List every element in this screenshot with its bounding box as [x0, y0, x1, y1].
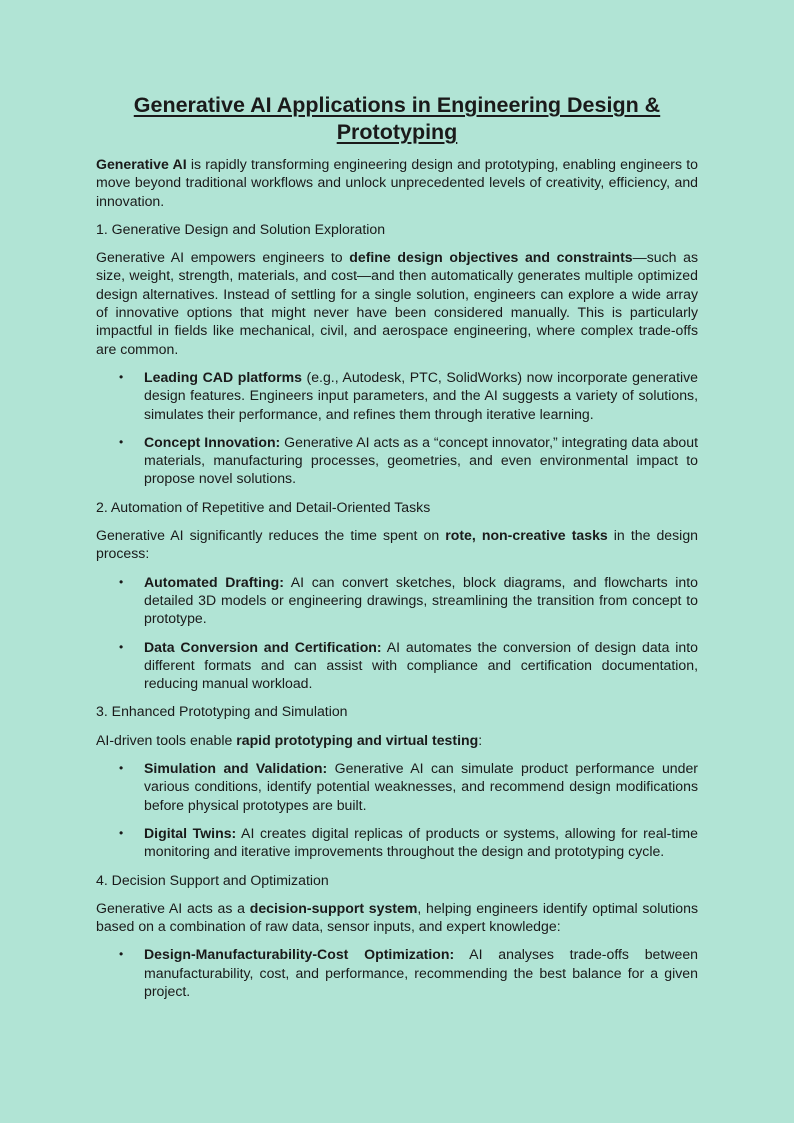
list-item-text: Generative AI can simulate product performance under various conditions, identify potential weaknesses, and recommend design modifications before physical prototypes are built. — [144, 760, 698, 813]
section-2-list — [96, 573, 698, 693]
intro-text: is rapidly transforming engineering design and prototyping, enabling engineers to move beyond traditional workflows and unlock unprecedented levels of creativity, efficiency, and innovation. — [96, 156, 699, 209]
page-title: Generative AI Applications in Engineering Design & Prototyping — [133, 93, 661, 144]
section-2-body-strong: rote, non-creative tasks — [445, 527, 608, 544]
section-4-body-strong: decision-support system — [249, 899, 418, 916]
list-item — [119, 945, 699, 1000]
list-item-text: (e.g., Autodesk, PTC, SolidWorks) now incorporate generative design features. Engineers input parameters, and the AI suggests a variety of solutions, simulates their performance, and refines them through iterative learning. — [144, 368, 698, 422]
section-4-body-post: , helping engineers identify optimal solutions based on a combination of raw data, sensor inputs, and expert knowledge: — [96, 899, 698, 935]
bullet-icon: • — [119, 639, 124, 654]
list-item-text: AI can convert sketches, block diagrams, and flowcharts into detailed 3D models or engineering drawings, streamlining the transition from concept to prototype. — [144, 573, 698, 627]
list-item-text: AI analyses trade-offs between manufacturability, cost, and performance, recommending the best balance for a given project. — [144, 946, 699, 999]
list-item-text: AI automates the conversion of design data into different formats and can assist with compliance and certification documentation, reducing manual workload. — [144, 638, 698, 692]
bullet-icon: • — [119, 825, 124, 840]
intro-strong: Generative AI — [96, 156, 187, 172]
section-3-body — [96, 731, 698, 749]
intro-paragraph — [96, 155, 698, 210]
list-item — [119, 759, 698, 814]
section-2-body-post: in the design process: — [96, 527, 698, 562]
section-2-heading: 2. Automation of Repetitive and Detail-Oriented Tasks — [96, 498, 431, 515]
list-item-strong: Concept Innovation: — [144, 433, 281, 450]
section-3-body-pre: AI-driven tools enable — [96, 731, 237, 748]
list-item — [119, 433, 698, 488]
bullet-icon: • — [119, 574, 124, 589]
bullet-icon: • — [119, 369, 124, 384]
section-1-heading: 1. Generative Design and Solution Exploration — [96, 220, 386, 237]
section-3-heading: 3. Enhanced Prototyping and Simulation — [96, 703, 348, 720]
list-item — [119, 638, 698, 693]
list-item — [119, 368, 698, 423]
section-2-body-pre: Generative AI significantly reduces the time spent on — [96, 527, 446, 544]
bullet-icon: • — [119, 434, 124, 449]
list-item-strong: Digital Twins: — [144, 824, 237, 841]
section-3-body-post: : — [478, 731, 483, 748]
list-item — [119, 824, 698, 861]
section-4-list — [96, 945, 698, 1000]
list-item-strong: Automated Drafting: — [144, 573, 284, 590]
list-item — [119, 573, 698, 628]
section-4-body — [96, 899, 698, 936]
section-1-list — [96, 368, 698, 488]
list-item-text: AI creates digital replicas of products or systems, allowing for real-time monitoring and iterative improvements throughout the design and prototyping cycle. — [144, 824, 698, 860]
bullet-icon: • — [119, 947, 124, 962]
section-3-list — [96, 759, 698, 860]
section-2-body — [96, 526, 698, 563]
bullet-icon: • — [119, 761, 124, 776]
list-item-strong: Leading CAD platforms — [144, 368, 302, 385]
section-3-body-strong: rapid prototyping and virtual testing — [236, 731, 479, 748]
section-4-heading: 4. Decision Support and Optimization — [96, 871, 329, 888]
list-item-strong: Design-Manufacturability-Cost Optimization: — [144, 946, 455, 963]
section-1-body-pre: Generative AI empowers engineers to — [96, 249, 350, 266]
section-1-body-strong: define design objectives and constraints — [349, 249, 633, 266]
section-1-body — [96, 248, 698, 358]
section-4-body-pre: Generative AI acts as a — [96, 899, 250, 916]
list-item-text: Generative AI acts as a “concept innovator,” integrating data about materials, manufacturing processes, geometries, and even environmental impact to propose novel solutions. — [144, 433, 698, 487]
list-item-strong: Simulation and Validation: — [144, 760, 328, 777]
section-1-body-post: —such as size, weight, strength, materials, and cost—and then automatically generates multiple optimized design alternatives. Instead of settling for a single solution, engineers can explore a wide array of innovative options that might never have been considered manually. This is particularly impactful in fields like mechanical, civil, and aerospace engineering, where complex trade-offs are common. — [96, 249, 698, 357]
list-item-strong: Data Conversion and Certification: — [144, 638, 382, 655]
